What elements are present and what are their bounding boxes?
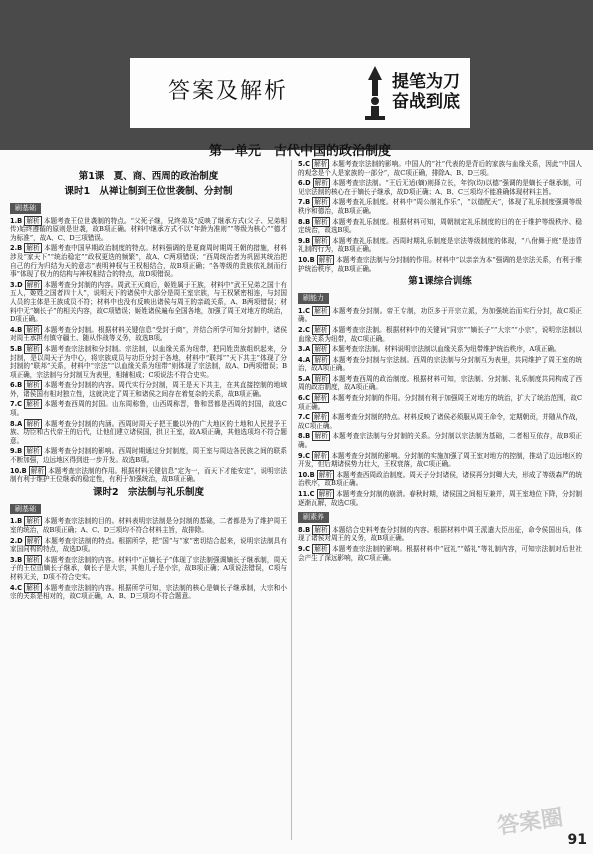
answer-item [298,526,582,543]
answer-item [10,244,287,278]
unit-title: 第一单元 古代中国的政治制度 [208,144,391,159]
answer-text: 本题结合史料考查分封制的内容。根据材料中周王派遣大臣出征，命令侯国出兵，体现了诸侯对周王的义务，故B项正确。 [298,525,582,543]
answer-number: 5.C [298,160,310,168]
analysis-label: 解析 [314,345,328,354]
answer-item [298,413,582,430]
answer-text: 本题考查宗法制。“王后无适(嫡)则择立长，年钧(均)以德”强调的是嫡长子继承制，可见宗法制的核心在于嫡长子继承，故D项正确；A、B、C三项均不能准确体现材料主旨。 [298,179,583,196]
answer-number: 1.B [10,216,23,225]
answers-list-d [298,307,582,507]
answer-number: 4.B [10,325,23,334]
answer-item [298,218,582,235]
analysis-label: 解析 [314,432,329,441]
answer-text: 本题考查宗法制和分封制。宗法制，以血缘关系为纽带，把同姓贵族组织起来，分封制，是以周天子为中心，将宗族成员与功臣分封于各地，材料中“联邦”“天下共主”体现了分封制的“联邦”关系，材料中“宗法”“以血缘关系为纽带”则体现了宗法制，故A、D两项错误；B项正确，宗法制与分封制互为表里，相辅相成；C项说法不符合史实。 [10,344,287,379]
analysis-label: 解析 [314,413,328,422]
watermark: 答案圈 [495,805,565,840]
answer-text: 本题考查宗法制。材料说明宗法制以血缘关系为纽带维护统治秩序，A项正确。 [331,345,561,354]
answer-text: 本题考查宗法制的作用。根据材料关键信息“定为一，而天下才能安定”，说明宗法制有利于维护王位继承的稳定性，有利于加强统治，故B项正确。 [10,466,287,484]
analysis-label: 解析 [26,325,40,334]
answer-item [298,356,582,373]
section-tag-literacy: 刷素养 [298,512,329,523]
answer-text: 本题考查分封制的影响。分封制的实施加强了周王室对地方的控制，推动了边远地区的开发，但后期诸侯势力壮大，王权衰落，故C项正确。 [298,451,583,469]
answer-text: 本题考查宗法制与分封制的作用。材料中“以亲亲为本”强调的是宗法关系，有利于维护统治秩序，故B项正确。 [298,255,582,273]
answer-item [298,198,582,215]
answer-number: 1.C [298,306,310,315]
banner-title: 答案及解析 [168,79,289,104]
analysis-label: 解析 [26,280,41,289]
analysis-label: 解析 [26,244,40,253]
section-tag-basics: 刷基础 [10,203,41,214]
answer-number: 3.B [10,555,23,564]
answer-text: 本题考查西周的政治制度。根据材料可知，宗法制、分封制、礼乐制度共同构成了西周的政治制度，故A项正确。 [298,374,582,392]
answer-item [298,326,582,343]
answer-text: 本题考查宗法制的目的。材料表明宗法制是分封制的基础，二者都是为了维护周王室的统治，故B项正确；A、C、D三项均不符合材料主旨，故排除。 [10,517,287,534]
analysis-label: 解析 [314,355,328,364]
answer-item [298,256,582,273]
answer-number: 5.A [298,374,311,383]
answer-number: 9.B [298,236,311,245]
answer-text: 本题考查分封制的作用。分封制有利于加强周王对地方的统治，扩大了统治范围，故C项正确。 [298,394,582,411]
analysis-label: 解析 [314,217,328,226]
page-number: 91 [567,832,587,848]
analysis-label: 解析 [314,198,328,207]
analysis-label: 解析 [314,179,329,188]
answer-number: 11.C [298,490,315,498]
answer-number: 7.C [298,413,310,422]
slogan-line-1: 提笔为刀 [392,72,460,92]
analysis-label: 解析 [26,517,40,526]
answer-text: 本题考查宗法制与分封制的关系。分封制以宗法制为基础，二者相互依存，故B项正确。 [298,432,582,450]
answer-number: 3.A [298,345,311,354]
answer-number: 4.C [10,583,22,592]
answer-item [10,517,287,534]
answer-text: 本题考查宗法制的内容。根据所学可知，宗法制的核心是嫡长子继承制，大宗和小宗的关系是相对的，故C项正确，A、B、D三项均不符合题意。 [10,583,287,601]
answer-number: 8.A [10,419,23,428]
answer-number: 2.D [10,536,23,545]
analysis-label: 解析 [314,160,328,168]
answers-list-c [298,160,582,273]
analysis-label: 解析 [314,306,328,315]
answer-text: 本题考查宗法制的影响。中国人的“社”代表的是背后的家族与血缘关系，因此“中国人的观念是个人是家族的一部分”，故C项正确，排除A、B、D三项。 [298,160,582,177]
analysis-label: 解析 [26,447,40,456]
answer-text: 本题考查礼乐制度。根据材料可知，周朝制定礼乐制度的目的在于维护等级秩序、稳定统治，故选B项。 [298,217,582,235]
banner-slogan [392,72,460,112]
answer-text: 本题考查分封制的崩溃。春秋时期，诸侯国之间相互兼并，周王室地位下降，分封制逐渐瓦解，故选C项。 [298,490,582,507]
answer-item [10,281,287,324]
answer-item [10,537,287,554]
answer-number: 10.B [298,255,315,264]
answer-item [298,237,582,254]
answer-item [10,420,287,446]
analysis-label: 解析 [314,374,328,383]
pen-figure-icon [360,66,390,122]
analysis-label: 解析 [314,451,328,460]
left-column [10,168,287,603]
answer-number: 9.C [298,451,310,460]
analysis-label: 解析 [26,381,40,390]
answer-item [10,447,287,464]
analysis-label: 解析 [314,236,328,245]
section-tag-basics-2: 刷基础 [10,504,41,515]
analysis-label: 解析 [318,490,332,498]
answer-item [298,452,582,469]
analysis-label: 解析 [314,544,328,553]
answer-text: 本题考查分封制。根据材料关键信息“受封于商”，并结合所学可知分封制中，诸侯对周王承担有镇守疆土、随从作战等义务，故选B项。 [10,325,287,343]
answer-number: 5.B [10,344,23,353]
answer-item [10,556,287,582]
answer-item [298,490,582,507]
answer-item [298,432,582,449]
answer-number: 2.B [10,244,23,253]
analysis-label: 解析 [314,325,328,334]
answer-text: 本题考查宗法制的特点。根据所学，把“国”与“家”密切结合起来，说明宗法制具有家国同构的特点，故选D项。 [10,536,287,554]
analysis-label: 解析 [30,466,45,475]
answer-text: 本题考查分封制的内容。周代实行分封制，周王是天下共主，在其直接控制的地域外，诸侯国有相对独立性，这就决定了周王和诸侯之间存在着复杂的关系，故B项正确。 [10,381,287,398]
answer-number: 1.B [10,517,23,526]
answer-item [298,345,582,354]
analysis-label: 解析 [26,400,40,409]
answer-text: 本题考查宗法制的内容。材料中“正嫡长子”体现了宗法制强调嫡长子继承制，周天子的王位由嫡长子继承，嫡长子是大宗，其他儿子是小宗，故B项正确；A项说法错误，C项与材料无关，D项不符合史实。 [10,555,287,581]
lesson1-subtitle: 课时1 从禅让制到王位世袭制、分封制 [64,186,233,197]
answer-item [298,471,582,488]
answer-item [10,400,287,417]
answer-item [10,381,287,398]
slogan-line-2: 奋战到底 [392,92,460,112]
answer-number: 2.C [298,325,310,334]
answer-number: 6.C [298,394,310,403]
answer-number: 8.B [298,432,311,441]
answer-item [10,345,287,379]
answer-number: 9.B [10,447,23,456]
lesson2-subtitle: 课时2 宗法制与礼乐制度 [92,486,205,498]
answer-number: 7.B [298,198,311,207]
answer-number: 10.B [10,466,27,475]
answer-text: 本题考查宗法制的影响。根据材料中“冠礼”“婚礼”等礼制内容，可知宗法制对后世社会产生了深远影响，故C项正确。 [298,544,582,562]
analysis-label: 解析 [26,344,40,353]
answer-number: 9.C [298,544,310,553]
answer-number: 4.A [298,355,311,364]
answer-item [10,217,287,243]
answer-text: 本题考查分封制的内容。周武王灭商后，姬姓属于王族，材料中“武王兄弟之国十有五人，姬姓之国者四十人”，说明天下的诸侯中大部分是周王室宗族，与王权紧密相连，与封国人员的主体是王族成员不符；材料中也没有反映出诸侯与周王的亲疏关系，A、B两项错误；材料中无“嫡长子”的相关内容，故C项错误；姬姓诸侯遍布全国各地，加强了周王对地方的统治，D项正确。 [10,280,287,324]
review-title: 第1课综合训练 [408,276,472,288]
analysis-label: 解析 [26,216,40,225]
section-tag-ability: 刷能力 [298,293,329,304]
answers-list-a [10,217,287,484]
answer-item [298,160,582,177]
answer-number: 8.B [298,217,311,226]
answer-text: 本题考查分封制的内涵。西周时周天子把王畿以外的广大地区的土地和人民授予王族、功臣和古代帝王的后代，让他们建立诸侯国，拱卫王室，故A项正确，其他选项均不符合题意。 [10,419,288,445]
answer-item [298,375,582,392]
answer-item [298,307,582,324]
lesson1-title: 第1课 夏、商、西周的政治制度 [78,171,219,182]
answer-item [10,584,287,601]
answer-text: 本题考查分封制的影响。西周时期通过分封制度，周王室与周边各民族之间的联系不断加强，边远地区得到进一步开发。故选B项。 [10,447,287,465]
answer-text: 本题考查中国早期政治制度的特点。材料强调的是夏商周时期周王朝的措施，材料涉及“家天下”“统治稳定”“政权更迭的频繁”，故A、C两项错误；“西周统治者为巩固其统治把自己的行为归结为天的意志”表明神权与王权相结合，故B项正确；“各等级的贵族依礼制而行事”体现了权力的结构与神权相结合的特点，故D项错误。 [10,244,287,279]
answer-item [298,545,582,562]
analysis-label: 解析 [314,525,328,534]
answer-item [10,467,287,484]
answer-item [10,326,287,343]
answer-text: 本题考查分封制的特点。材料反映了诸侯必须服从周王命令，定期朝贡，并随从作战，故C项正确。 [298,413,583,430]
answer-number: 3.D [10,280,23,289]
answer-text: 本题考查分封制。帝王专制，功臣多于开宗立派，为加强统治而实行分封，故C项正确。 [298,306,583,324]
answer-number: 6.B [10,381,23,390]
answer-text: 本题考查礼乐制度。西周时期礼乐制度是宗法等级制度的体现，“八佾舞于庭”是违背礼制的行为，故B项正确。 [298,236,582,254]
answer-text: 本题考查礼乐制度。材料中“周公制礼作乐”，“以德配天”，体现了礼乐制度强调等级秩序和德治，故B项正确。 [298,198,582,215]
answer-text: 本题考查西周的封国。山东周称鲁，山西周称晋，鲁和晋都是西周的封国，故选C项。 [10,400,287,418]
answers-list-e [298,526,582,562]
right-column [298,160,582,564]
answer-text: 本题考查王位世袭制的特点。“父死子继，兄终弟及”反映了继承方式(父子、兄弟相传)始终遵循的原则是世袭，故B项正确。材料中继承方式不以“年龄为准则”“等级为核心”“德才为标准”，故A、C、D三项错误。 [10,216,287,242]
header-banner [0,0,593,150]
analysis-label: 解析 [314,394,328,403]
analysis-label: 解析 [26,583,40,592]
answer-text: 本题考查宗法制。根据材料中的关键词“同宗”“嫡长子”“大宗”“小宗”，说明宗法制以血缘关系为纽带，故C项正确。 [298,325,582,343]
column-divider [291,160,292,840]
answer-item [298,179,582,196]
analysis-label: 解析 [26,536,41,545]
answers-list-b [10,517,287,600]
analysis-label: 解析 [318,255,333,264]
answer-number: 10.B [298,470,315,479]
analysis-label: 解析 [26,419,40,428]
analysis-label: 解析 [318,470,333,479]
answer-text: 本题考查分封制与宗法制。西周的宗法制与分封制互为表里，共同维护了周王室的统治，故A项正确。 [298,355,582,373]
answer-number: 6.D [298,179,311,188]
answer-item [298,394,582,411]
answer-number: 7.C [10,400,22,409]
analysis-label: 解析 [26,555,40,564]
answer-text: 本题考查西周政治制度。周天子分封诸侯，诸侯再分封卿大夫，形成了等级森严的统治秩序，故B项正确。 [298,470,583,488]
answer-number: 8.B [298,525,311,534]
